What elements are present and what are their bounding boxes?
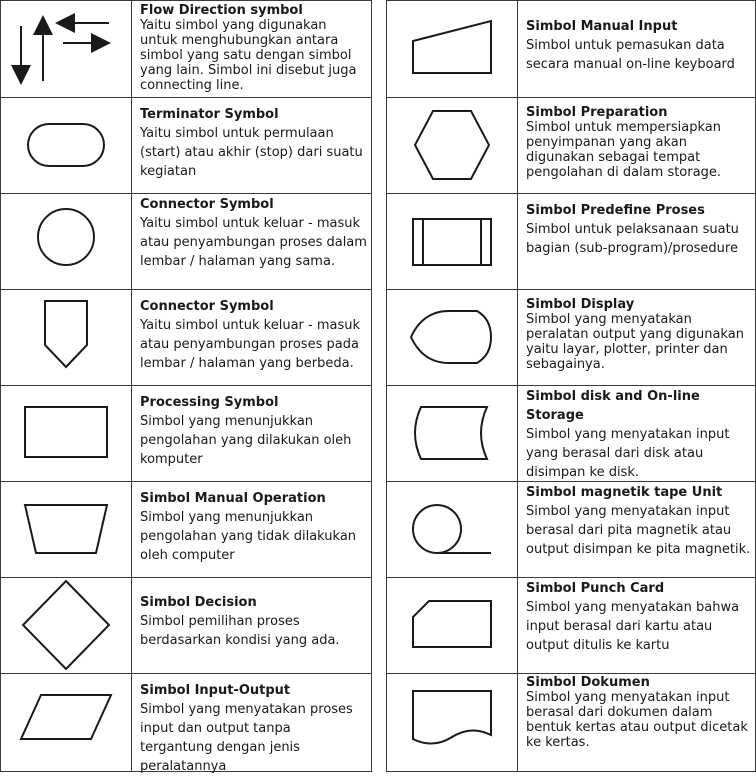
manual-input-symbol — [387, 1, 518, 97]
row-manual-operation — [1, 481, 371, 578]
processing-symbol — [1, 385, 132, 481]
left-symbol-table — [0, 0, 372, 772]
decision-description: Simbol pemilihan proses berdasarkan kondisi yang ada. — [140, 614, 340, 648]
magnetic-tape-text — [526, 483, 751, 559]
display-icon — [387, 289, 517, 385]
magnetic-tape-icon — [387, 481, 517, 577]
row-decision — [1, 577, 371, 674]
connector-circle-description: Yaitu simbol untuk keluar - masuk atau penyambungan proses dalam lembar / halaman yang sama. — [140, 216, 367, 269]
terminator-title: Terminator Symbol — [140, 107, 279, 122]
row-magnetic-tape — [387, 481, 755, 578]
manual-input-title: Simbol Manual Input — [526, 19, 678, 34]
row-display — [387, 289, 755, 386]
document-symbol — [387, 673, 518, 771]
punch-card-symbol — [387, 577, 518, 673]
preparation-symbol — [387, 97, 518, 193]
predefined-process-icon — [387, 193, 517, 289]
row-manual-input — [387, 1, 755, 98]
predefine-process-symbol — [387, 193, 518, 289]
preparation-description: Simbol untuk mempersiapkan penyimpanan yang akan digunakan sebagai tempat pengolahan di dalam storage. — [526, 120, 721, 180]
row-preparation — [387, 97, 755, 194]
display-title: Simbol Display — [526, 297, 635, 312]
punch-card-description: Simbol yang menyatakan bahwa input berasal dari kartu atau output ditulis ke kartu — [526, 600, 740, 653]
predefine-process-title: Simbol Predefine Proses — [526, 203, 705, 218]
connector-offpage-text — [140, 297, 367, 373]
row-processing — [1, 385, 371, 482]
row-punch-card — [387, 577, 755, 674]
terminator-symbol — [1, 97, 132, 193]
decision-title: Simbol Decision — [140, 595, 257, 610]
display-symbol — [387, 289, 518, 385]
decision-text — [140, 593, 367, 650]
processing-text — [140, 393, 367, 469]
predefine-process-text — [526, 201, 751, 258]
connector-offpage-description: Yaitu simbol untuk keluar - masuk atau penyambungan proses pada lembar / halaman yang berbeda. — [140, 318, 361, 371]
connector-offpage-title: Connector Symbol — [140, 299, 274, 314]
row-document — [387, 673, 755, 771]
connector-circle-text — [140, 195, 367, 271]
row-connector-circle — [1, 193, 371, 290]
flow-direction-title: Flow Direction symbol — [140, 3, 303, 18]
disk-storage-text — [526, 387, 751, 482]
manual-operation-trapezoid-icon — [1, 481, 131, 577]
manual-operation-text — [140, 489, 367, 565]
row-connector-offpage — [1, 289, 371, 386]
circle-connector-icon — [1, 193, 131, 289]
input-output-title: Simbol Input-Output — [140, 683, 291, 698]
input-output-text — [140, 681, 367, 776]
flow-direction-description: Yaitu simbol yang digunakan untuk menghubungkan antara simbol yang satu dengan simbol yang lain. Simbol ini disebut juga connecting line. — [140, 18, 357, 93]
offpage-connector-icon — [1, 289, 131, 385]
magnetic-tape-title: Simbol magnetik tape Unit — [526, 485, 723, 500]
manual-input-text — [526, 17, 751, 74]
terminator-description: Yaitu simbol untuk permulaan (start) atau akhir (stop) dari suatu kegiatan — [140, 126, 363, 179]
preparation-title: Simbol Preparation — [526, 105, 668, 120]
preparation-hexagon-icon — [387, 97, 517, 193]
input-output-description: Simbol yang menyatakan proses input dan output tanpa tergantung dengan jenis peralatannya — [140, 702, 353, 774]
connector-circle-symbol — [1, 193, 132, 289]
disk-storage-symbol — [387, 385, 518, 481]
document-title: Simbol Dokumen — [526, 675, 650, 690]
predefine-process-description: Simbol untuk pelaksanaan suatu bagian (sub-program)/prosedure — [526, 222, 739, 256]
terminator-icon — [1, 97, 131, 193]
flow-direction-symbol — [1, 1, 132, 97]
input-output-symbol — [1, 673, 132, 771]
display-description: Simbol yang menyatakan peralatan output yang digunakan yaitu layar, plotter, printer dan sebagainya. — [526, 312, 744, 372]
decision-diamond-icon — [1, 577, 131, 673]
flow-direction-text — [140, 3, 367, 93]
processing-description: Simbol yang menunjukkan pengolahan yang dilakukan oleh komputer — [140, 414, 352, 467]
input-output-parallelogram-icon — [1, 673, 131, 771]
processing-rectangle-icon — [1, 385, 131, 481]
disk-storage-title: Simbol disk and On-line Storage — [526, 389, 700, 423]
preparation-text — [526, 105, 751, 180]
disk-storage-icon — [387, 385, 517, 481]
row-disk-storage — [387, 385, 755, 482]
processing-title: Processing Symbol — [140, 395, 279, 410]
terminator-text — [140, 105, 367, 181]
row-input-output — [1, 673, 371, 774]
punch-card-text — [526, 579, 751, 655]
display-text — [526, 297, 751, 372]
disk-storage-description: Simbol yang menyatakan input yang berasal dari disk atau disimpan ke disk. — [526, 427, 730, 480]
manual-operation-description: Simbol yang menunjukkan pengolahan yang tidak dilakukan oleh computer — [140, 510, 357, 563]
document-icon — [387, 673, 517, 771]
manual-input-description: Simbol untuk pemasukan data secara manual on-line keyboard — [526, 38, 735, 72]
connector-offpage-symbol — [1, 289, 132, 385]
row-predefine-process — [387, 193, 755, 290]
row-terminator — [1, 97, 371, 194]
document-description: Simbol yang menyatakan input berasal dari dokumen dalam bentuk kertas atau output dicetak ke kertas. — [526, 690, 748, 750]
right-symbol-table — [386, 0, 756, 772]
punch-card-icon — [387, 577, 517, 673]
document-text — [526, 675, 751, 750]
row-flow-direction — [1, 1, 371, 98]
punch-card-title: Simbol Punch Card — [526, 581, 665, 596]
flow-direction-icon — [1, 1, 131, 97]
magnetic-tape-symbol — [387, 481, 518, 577]
manual-operation-symbol — [1, 481, 132, 577]
manual-input-icon — [387, 1, 517, 97]
manual-operation-title: Simbol Manual Operation — [140, 491, 326, 506]
decision-symbol — [1, 577, 132, 673]
connector-circle-title: Connector Symbol — [140, 197, 274, 212]
magnetic-tape-description: Simbol yang menyatakan input berasal dari pita magnetik atau output disimpan ke pita magnetik. — [526, 504, 751, 557]
